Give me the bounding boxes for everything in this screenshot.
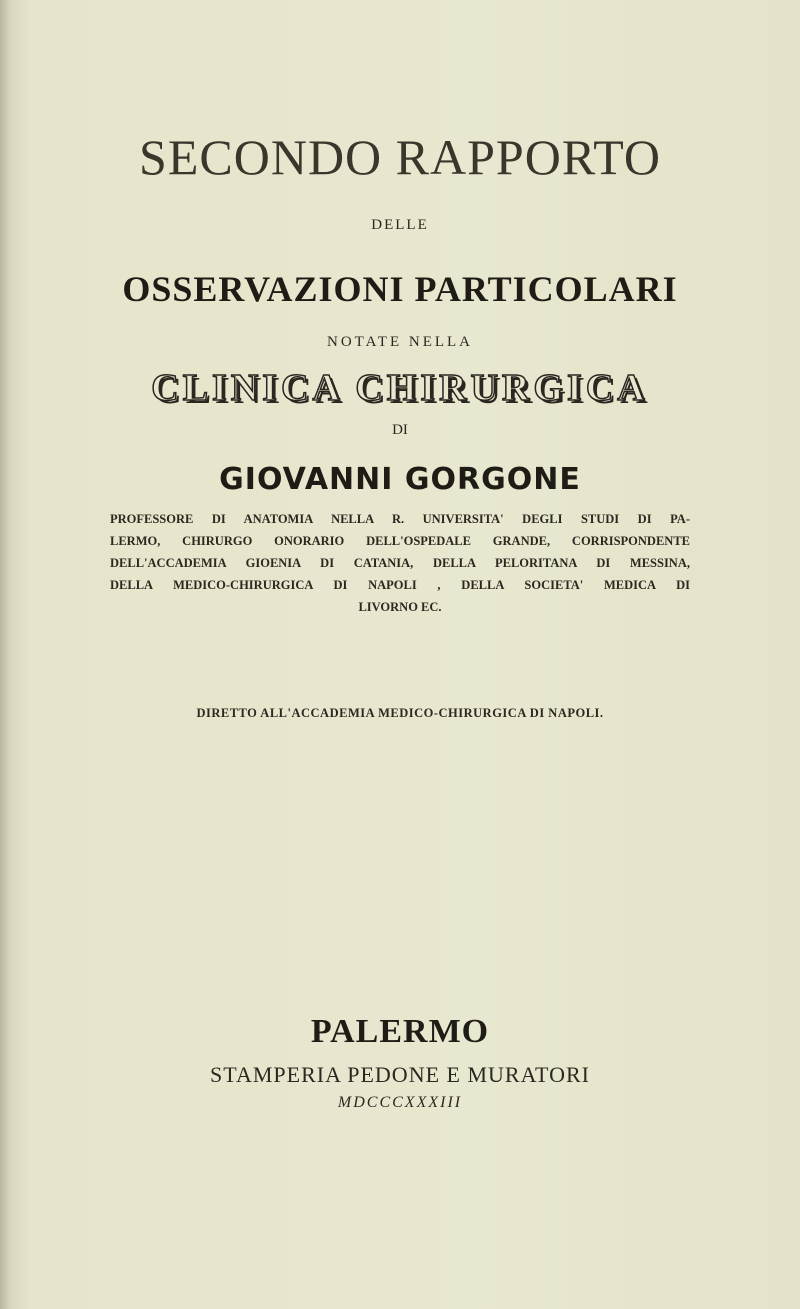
- credentials-line: LERMO, CHIRURGO ONORARIO DELL'OSPEDALE GRANDE, CORRISPONDENTE: [110, 534, 690, 548]
- credentials-line: DELLA MEDICO-CHIRURGICA DI NAPOLI , DELLA SOCIETA' MEDICA DI: [110, 578, 690, 592]
- dedication: DIRETTO ALL'ACCADEMIA MEDICO-CHIRURGICA DI NAPOLI.: [196, 706, 604, 720]
- book-title: SECONDO RAPPORTO: [139, 129, 661, 185]
- publication-year: MDCCCXXXIII: [337, 1094, 463, 1111]
- credentials-line: DELL'ACCADEMIA GIOENIA DI CATANIA, DELLA PELORITANA DI MESSINA,: [110, 556, 690, 570]
- subtitle-connector: NOTATE NELLA: [326, 334, 474, 350]
- book-subtitle: OSSERVAZIONI PARTICOLARI: [122, 269, 678, 309]
- title-connector: DELLE: [371, 217, 429, 233]
- credentials-line: PROFESSORE DI ANATOMIA NELLA R. UNIVERSITA' DEGLI STUDI DI PA-: [110, 512, 690, 526]
- clinic-name: CLINICA CHIRURGICA: [151, 367, 649, 409]
- author-credentials: [110, 508, 690, 618]
- author-connector: DI: [392, 422, 408, 438]
- publication-city: PALERMO: [310, 1013, 490, 1050]
- printer: STAMPERIA PEDONE E MURATORI: [210, 1062, 590, 1087]
- author-name: GIOVANNI GORGONE: [219, 462, 581, 497]
- credentials-line: LIVORNO EC.: [358, 600, 442, 614]
